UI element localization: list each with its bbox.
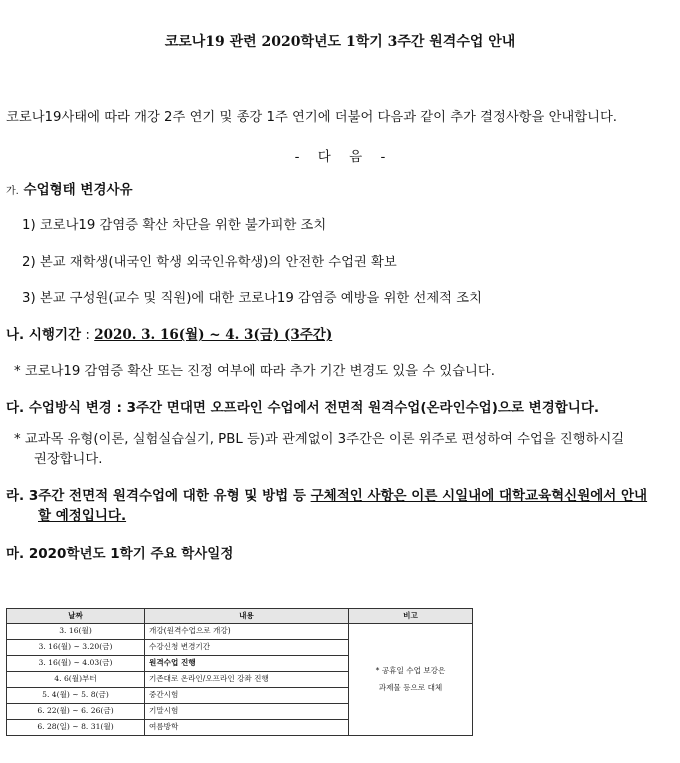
- header-remark: 비고: [349, 609, 473, 624]
- section-ga-marker: 가.: [6, 186, 19, 197]
- schedule-date: 3. 16(월): [7, 624, 145, 640]
- section-na-period: 2020. 3. 16(월) ~ 4. 3(금) (3주간): [94, 327, 333, 343]
- section-ra-underlined-cont: 할 예정입니다.: [38, 508, 127, 524]
- section-na-title: 나. 시행기간: [6, 327, 82, 343]
- schedule-date: 5. 4(월) ~ 5. 8(금): [7, 688, 145, 704]
- remark-line: * 공휴일 수업 보강은: [375, 665, 446, 675]
- schedule-date: 6. 22(월) ~ 6. 26(금): [7, 704, 145, 720]
- reason-item-1: 1) 코로나19 감염증 확산 차단을 위한 불가피한 조치: [22, 218, 327, 233]
- section-ga-heading: [6, 178, 133, 198]
- table-row: [7, 624, 473, 640]
- schedule-date: 3. 16(월) ~ 4.03(금): [7, 656, 145, 672]
- section-ra-text: 라. 3주간 전면적 원격수업에 대한 유형 및 방법 등: [6, 488, 311, 504]
- header-content: 내용: [145, 609, 349, 624]
- schedule-content: 중간시험: [145, 688, 349, 704]
- section-da-note-line2: 권장합니다.: [34, 452, 103, 467]
- section-da-note-line1: * 교과목 유형(이론, 실험실습실기, PBL 등)과 관계없이 3주간은 이론 위주로 편성하여 수업을 진행하시길: [14, 432, 625, 447]
- remark-line: 과제물 등으로 대체: [378, 682, 443, 692]
- schedule-content: 개강(원격수업으로 개강): [145, 624, 349, 640]
- section-ga-title: 수업형태 변경사유: [23, 182, 133, 198]
- section-na-heading: [6, 323, 332, 343]
- intro-paragraph: 코로나19사태에 따라 개강 2주 연기 및 종강 1주 연기에 더불어 다음과 같이 추가 결정사항을 안내합니다.: [6, 110, 618, 125]
- document-title: 코로나19 관련 2020학년도 1학기 3주간 원격수업 안내: [164, 34, 516, 50]
- schedule-date: 3. 16(월) ~ 3.20(금): [7, 640, 145, 656]
- schedule-date: 4. 6(월)부터: [7, 672, 145, 688]
- schedule-content: 원격수업 진행: [145, 656, 349, 672]
- schedule-content: 수강신청 변경기간: [145, 640, 349, 656]
- section-na-colon: :: [81, 327, 95, 343]
- schedule-content: 기말시험: [145, 704, 349, 720]
- separator-label: - 다 음 -: [294, 149, 386, 165]
- section-ma-heading: 마. 2020학년도 1학기 주요 학사일정: [6, 546, 234, 562]
- schedule-content: 여름방학: [145, 720, 349, 736]
- schedule-table: [6, 608, 473, 736]
- reason-item-2: 2) 본교 재학생(내국인 학생 외국인유학생)의 안전한 수업권 확보: [22, 255, 397, 270]
- header-date: 날짜: [7, 609, 145, 624]
- section-da-heading: 다. 수업방식 변경 : 3주간 면대면 오프라인 수업에서 전면적 원격수업(온라인수업)으로 변경합니다.: [6, 400, 599, 416]
- reason-item-3: 3) 본교 구성원(교수 및 직원)에 대한 코로나19 감염증 예방을 위한 선제적 조치: [22, 291, 482, 306]
- schedule-content: 기존대로 온라인/오프라인 강좌 진행: [145, 672, 349, 688]
- schedule-header-row: [7, 609, 473, 624]
- section-ra-paragraph: [6, 486, 671, 526]
- section-na-note: * 코로나19 감염증 확산 또는 진정 여부에 따라 추가 기간 변경도 있을 수 있습니다.: [14, 364, 495, 379]
- schedule-date: 6. 28(일) ~ 8. 31(월): [7, 720, 145, 736]
- schedule-remark: [349, 624, 473, 736]
- section-da-note: [14, 430, 674, 470]
- section-ra-underlined: 구체적인 사항은 이른 시일내에 대학교육혁신원에서 안내: [310, 488, 648, 504]
